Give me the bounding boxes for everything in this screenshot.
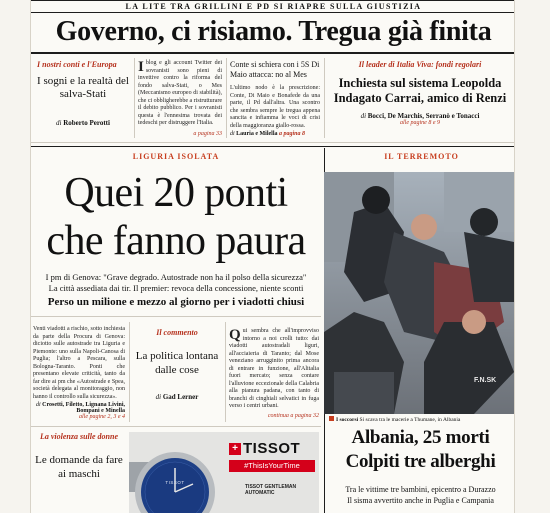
terremoto-deck <box>327 484 514 506</box>
col-leopolda[interactable] <box>329 60 511 126</box>
liguria-page-ref[interactable]: alle pagine 2, 3 e 4 <box>79 414 125 420</box>
dropcap: I <box>138 59 144 75</box>
dial-brand: TISSOT <box>165 480 185 485</box>
liguria-deck-1: I pm di Genova: "Grave degrado. Autostrade non ha il polso della sicurezza" <box>45 272 307 282</box>
leopolda-title[interactable]: Inchiesta sul sistema Leopolda Indagato Carrai, amico di Renzi <box>333 76 507 105</box>
main-headline[interactable]: Governo, ci risiamo. Tregua già finita <box>55 16 492 47</box>
tissot-brand: TISSOT <box>243 440 301 457</box>
commento-dropcap: Q <box>229 327 241 343</box>
leopolda-page-ref[interactable]: alle pagine 8 e 9 <box>400 120 440 126</box>
tissot-product: TISSOT GENTLEMAN AUTOMATIC <box>245 484 297 496</box>
top-kicker: LA LITE TRA GRILLINI E PD SI RIAPRE SULLA GIUSTIZIA <box>125 2 422 11</box>
liguria-deck-2: La città assediata dai tir. Il premier: revoca della concessione, niente sconti <box>48 282 304 293</box>
violenza-kicker: La violenza sulle donne <box>39 432 118 441</box>
col-mes[interactable] <box>230 60 320 137</box>
tissot-logo <box>229 440 300 457</box>
liguria-body: Venti viadotti a rischio, sotto inchiesta da parte della Procura di Genova: diciotto sulle autostrade tra Liguria e Piemonte: uno sulla Napoli-Canosa di Puglia; l'altro a Pescara, sulla Bologna-Taranto. Ponti che presentano elevate criticità, tanto da far dire ai pm che «Autostrade e Spea, società delegata al monitoraggio, non hanno il controllo sulla sicurezza». <box>33 326 125 400</box>
terremoto-kicker: IL TERREMOTO <box>384 152 459 161</box>
photo-badge: F.N.SK <box>474 377 497 384</box>
liguria-headline-1[interactable]: Quei 20 ponti <box>64 170 288 216</box>
liguria-kicker: LIGURIA ISOLATA <box>132 152 220 161</box>
tissot-tagline: #ThisIsYourTime <box>229 460 315 472</box>
violenza[interactable] <box>33 432 125 481</box>
headline-rule <box>31 52 515 54</box>
terremoto-deck-2: Il sisma avvertito anche in Puglia e Campania <box>347 496 494 505</box>
leopolda-kicker: Il leader di Italia Viva: fondi regolari <box>358 60 482 69</box>
commento-byline: di Gad Lerner <box>155 393 199 401</box>
commento[interactable] <box>133 328 221 401</box>
mes-body: L'ultimo nodo è la prescrizione: Conte, Di Maio e Bonafede da una parte, il Pd dall'altra. Una scontro che sembra sempre le tregua appena sancita e infiamma le voci di crisi della maggioranza giallo-rossa. <box>230 85 320 129</box>
mes-title[interactable]: Conte si schiera con i 5S Di Maio attacca: no al Mes <box>230 60 320 79</box>
tissot-cross-icon: + <box>229 443 241 455</box>
albania-rescue-photo[interactable] <box>324 172 514 414</box>
violenza-title[interactable]: Le domande da fare ai maschi <box>35 454 123 480</box>
commento-title[interactable]: La politica lontana dalle cose <box>135 350 219 376</box>
col-europa[interactable] <box>37 60 129 127</box>
europa-title[interactable]: I sogni e la realtà del salva-Stati <box>37 75 129 100</box>
newspaper-front-page <box>30 0 515 513</box>
terremoto-deck-1: Tra le vittime tre bambini, epicentro a Durazzo <box>345 485 496 494</box>
liguria-headline-2[interactable]: che fanno paura <box>46 218 306 264</box>
europa-byline: di Roberto Perotti <box>56 119 110 127</box>
europa-kicker: I nostri conti e l'Europa <box>37 60 117 69</box>
tissot-ad[interactable] <box>129 432 319 513</box>
commento-page-ref[interactable]: continua a pagina 32 <box>267 412 319 419</box>
liguria-byline: di Crosetti, Filetto, Lignana Livini, Bompani e Minella <box>35 402 125 414</box>
leopolda-byline: di Bocci, De Marchis, Serranò e Tonacci <box>360 112 480 120</box>
photo-caption: I soccorsi Si scava tra le macerie a Thumane, in Albania <box>329 416 514 424</box>
commento-kicker: Il commento <box>156 328 198 337</box>
page-ref[interactable]: a pagina 33 <box>193 130 222 137</box>
top-rule <box>31 0 515 1</box>
kicker-rule <box>31 12 515 13</box>
liguria-deck <box>31 272 321 293</box>
caption-square-icon <box>329 416 334 421</box>
mes-byline: di Lauria e Milella a pagina 8 <box>230 131 306 137</box>
commento-body: Qui sembra che all'improvviso intorno a noi crolli tutto: dai viadotti autostradali liguri, all'acciaieria di Taranto; dal Mose veneziano arrugginito prima ancora di entrare in funzione, all'Alitalia fuori mercato; senza contare l'alluvione eccezionale della Calabria alla pianura padana, con tanto di branchi di cinghiali selvatici in fuga verso i centri urbani. continua a pagina 32 <box>229 327 319 419</box>
liguria-article <box>33 326 125 420</box>
europa-article-body: Iblog e gli account Twitter dei sovranisti sono pieni di invettive contro la riforma del fondo salva-Stati, o Mes (Meccanismo europeo di stabilità), che ci obbligherebbe a ristrutturare il debito pubblico. Per i sovranisti questa è l'ennesima trovata dei tedeschi per distruggere l'Italia. a pagina 33 <box>138 59 222 137</box>
terremoto-headline[interactable]: Albania, 25 morti Colpiti tre alberghi <box>345 427 496 472</box>
liguria-subhead[interactable]: Perso un milione e mezzo al giorno per i viadotti chiusi <box>47 296 305 308</box>
